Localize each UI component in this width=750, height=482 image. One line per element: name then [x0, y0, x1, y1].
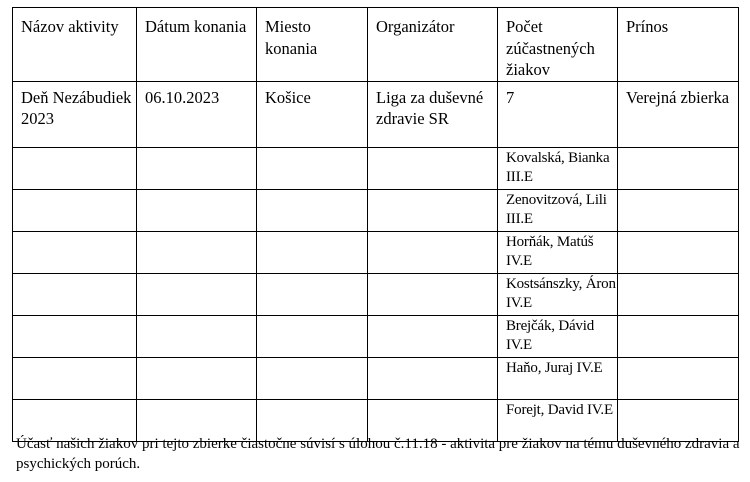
activity-name-cell: Deň Nezábudiek 2023 — [13, 81, 137, 147]
empty-cell — [137, 147, 257, 189]
student-name-cell: Kostsánszky, Áron IV.E — [498, 273, 618, 315]
empty-cell — [137, 357, 257, 399]
empty-cell — [13, 315, 137, 357]
student-count-cell: 7 — [498, 81, 618, 147]
empty-cell — [13, 357, 137, 399]
empty-cell — [137, 231, 257, 273]
table-row — [13, 273, 739, 315]
header-row — [13, 8, 739, 82]
table-row — [13, 147, 739, 189]
footnote: Účasť našich žiakov pri tejto zbierke čiastočne súvisí s úlohou č.11.18 - aktivita pre žiakov na tému duševného zdravia a psychických porúch. — [16, 436, 740, 472]
empty-cell — [257, 147, 368, 189]
empty-cell — [257, 357, 368, 399]
header-date: Dátum konania — [137, 8, 257, 82]
empty-cell — [618, 357, 739, 399]
table-row — [13, 231, 739, 273]
organizer-cell: Liga za duševné zdravie SR — [368, 81, 498, 147]
empty-cell — [368, 315, 498, 357]
empty-cell — [257, 231, 368, 273]
empty-cell — [368, 357, 498, 399]
table-row — [13, 315, 739, 357]
student-name-cell: Zenovitzová, Lili III.E — [498, 189, 618, 231]
empty-cell — [13, 147, 137, 189]
student-name-cell: Forejt, David IV.E — [498, 399, 618, 441]
empty-cell — [618, 315, 739, 357]
header-student-count: Počet zúčastnených žiakov — [498, 8, 618, 82]
empty-cell — [368, 189, 498, 231]
empty-cell — [368, 273, 498, 315]
empty-cell — [618, 231, 739, 273]
empty-cell — [618, 189, 739, 231]
header-organizer: Organizátor — [368, 8, 498, 82]
header-place: Miesto konania — [257, 8, 368, 82]
empty-cell — [618, 273, 739, 315]
header-activity-name: Názov aktivity — [13, 8, 137, 82]
student-name-cell: Horňák, Matúš IV.E — [498, 231, 618, 273]
empty-cell — [13, 273, 137, 315]
student-name-cell: Kovalská, Bianka III.E — [498, 147, 618, 189]
header-benefit: Prínos — [618, 8, 739, 82]
student-name-cell: Haňo, Juraj IV.E — [498, 357, 618, 399]
student-name-cell: Brejčák, Dávid IV.E — [498, 315, 618, 357]
empty-cell — [137, 273, 257, 315]
empty-cell — [13, 189, 137, 231]
empty-cell — [257, 189, 368, 231]
empty-cell — [368, 231, 498, 273]
empty-cell — [618, 147, 739, 189]
place-cell: Košice — [257, 81, 368, 147]
empty-cell — [257, 273, 368, 315]
activity-table — [12, 7, 739, 442]
table-row — [13, 189, 739, 231]
empty-cell — [368, 147, 498, 189]
empty-cell — [137, 189, 257, 231]
benefit-cell: Verejná zbierka — [618, 81, 739, 147]
date-cell: 06.10.2023 — [137, 81, 257, 147]
table-row — [13, 81, 739, 147]
empty-cell — [13, 231, 137, 273]
table-row — [13, 357, 739, 399]
empty-cell — [137, 315, 257, 357]
empty-cell — [257, 315, 368, 357]
